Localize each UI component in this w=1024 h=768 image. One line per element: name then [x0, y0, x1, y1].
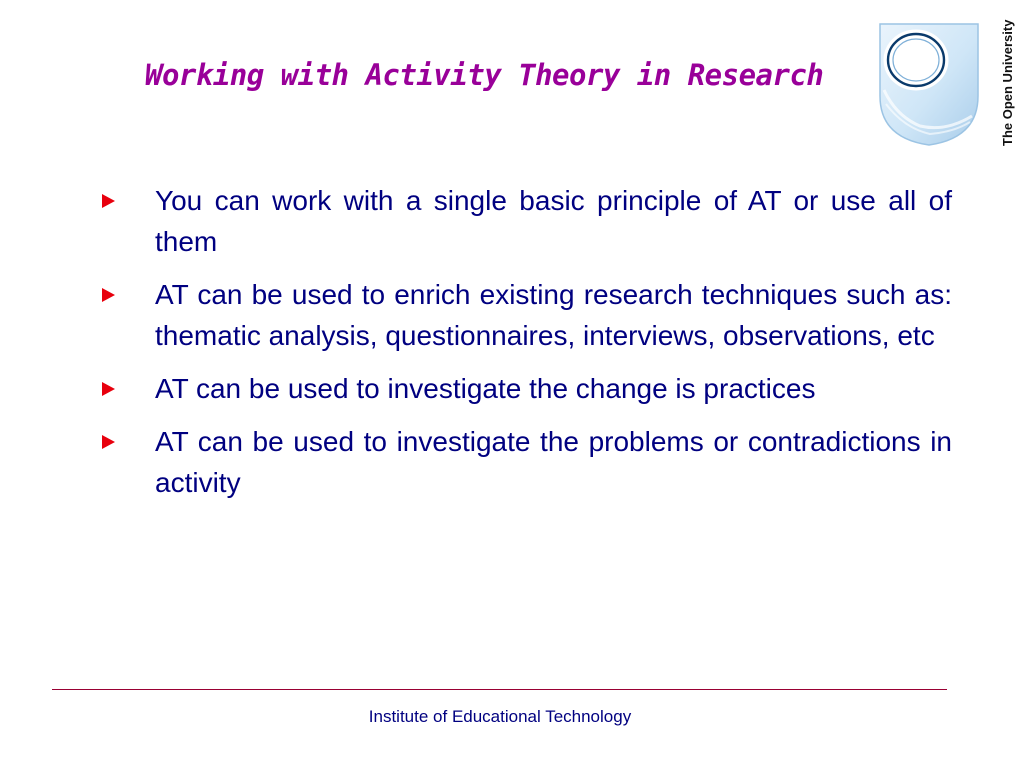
bullet-text: You can work with a single basic principle of AT or use all of them: [155, 185, 952, 257]
triangle-right-icon: [100, 274, 155, 315]
footer-divider: [52, 689, 947, 690]
open-university-logo: [876, 20, 982, 148]
triangle-right-icon: [100, 421, 155, 462]
bullet-text: AT can be used to investigate the change is practices: [155, 373, 816, 404]
triangle-right-icon: [100, 368, 155, 409]
bullet-list: [100, 180, 952, 515]
bullet-item: [100, 368, 952, 409]
svg-text:The Open University: The Open University: [1000, 19, 1015, 146]
bullet-item: [100, 180, 952, 262]
bullet-item: [100, 421, 952, 503]
triangle-right-icon: [100, 180, 155, 221]
slide-title: Working with Activity Theory in Research: [145, 58, 824, 92]
open-university-wordmark: [993, 18, 1023, 148]
bullet-text: AT can be used to investigate the problems or contradictions in activity: [155, 426, 952, 498]
footer-text: Institute of Educational Technology: [368, 707, 632, 726]
bullet-item: [100, 274, 952, 356]
bullet-text: AT can be used to enrich existing research techniques such as: thematic analysis, questionnaires, interviews, observations, etc: [155, 279, 952, 351]
